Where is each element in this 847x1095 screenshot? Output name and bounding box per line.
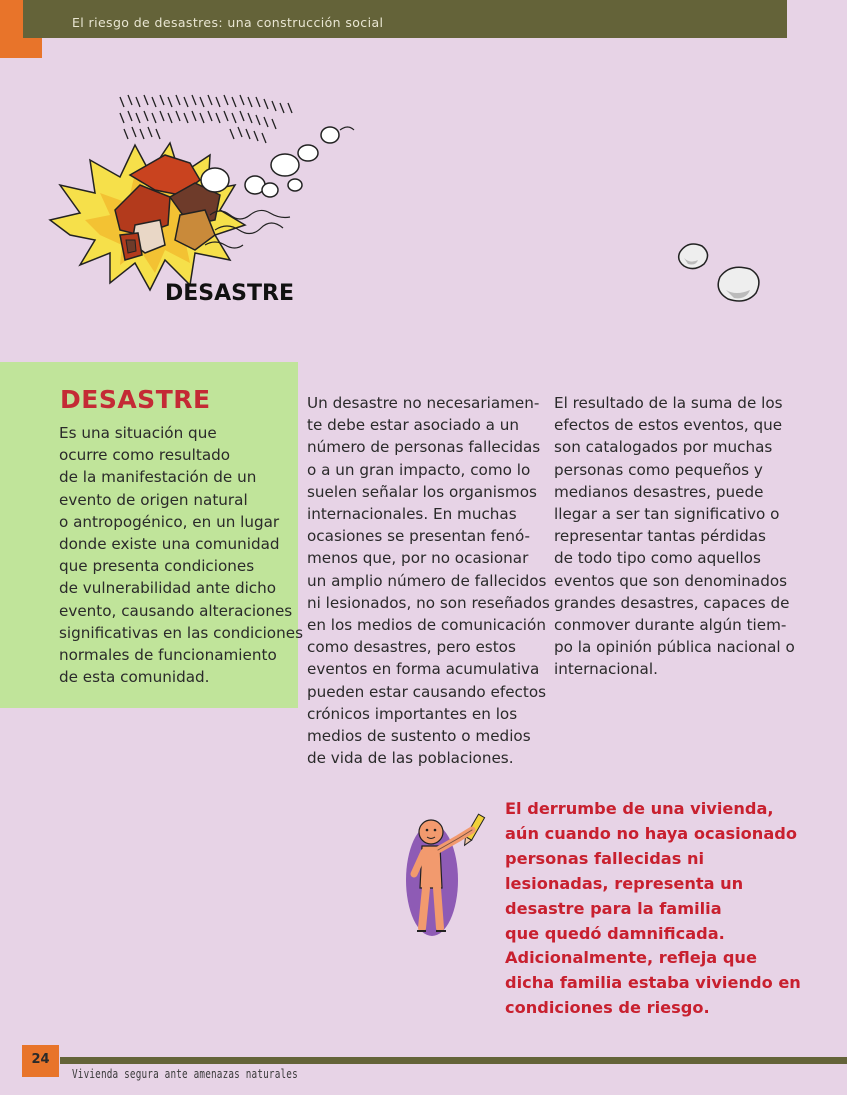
definition-line: de vulnerabilidad ante dicho [59, 579, 277, 598]
callout-line: lesionadas, representa un [505, 873, 744, 893]
column-line: son catalogados por muchas [554, 438, 773, 457]
definition-body [59, 422, 303, 688]
callout-line: El derrumbe de una vivienda, [505, 799, 774, 818]
callout-line: condiciones de riesgo. [505, 998, 710, 1018]
column-line: grandes desastres, capaces de [554, 593, 790, 612]
explosion-landslide-icon [40, 85, 370, 315]
definition-line: evento, causando alteraciones [59, 601, 293, 620]
column-line: número de personas fallecidas [307, 438, 541, 457]
callout-line: personas fallecidas ni [505, 848, 705, 868]
column-line: eventos que son denominados [554, 571, 788, 590]
column-line: suelen señalar los organismos [307, 482, 537, 501]
person-pointing-icon [404, 810, 496, 940]
callout-line: que quedó damnificada. [505, 923, 725, 943]
callout-line: desastre para la familia [505, 898, 722, 918]
definition-title: DESASTRE [60, 385, 211, 414]
definition-line: evento de origen natural [59, 490, 248, 509]
column-line: crónicos importantes en los [307, 704, 518, 723]
definition-line: normales de funcionamiento [59, 646, 277, 665]
column-line: pueden estar causando efectos [307, 682, 547, 701]
column-line: po la opinión pública nacional o [554, 638, 795, 657]
column-line: efectos de estos eventos, que [554, 416, 783, 435]
definition-line: ocurre como resultado [59, 446, 231, 465]
callout-line: dicha familia estaba viviendo en [505, 973, 801, 993]
callout-line: aún cuando no haya ocasionado [505, 823, 797, 843]
column-line: medianos desastres, puede [554, 482, 764, 501]
page-number: 24 [31, 1052, 50, 1067]
column-line: menos que, por no ocasionar [307, 549, 529, 568]
column-line: El resultado de la suma de los [554, 394, 783, 412]
column-line: personas como pequeños y [554, 460, 763, 479]
definition-line: o antropogénico, en un lugar [59, 512, 280, 531]
footer-title: Vivienda segura ante amenazas naturales [72, 1067, 298, 1081]
column-line: o a un gran impacto, como lo [307, 460, 531, 479]
column-line: llegar a ser tan significativo o [554, 505, 780, 524]
rocks-icon [670, 232, 770, 312]
callout-line: Adicionalmente, refleja que [505, 948, 757, 968]
column-line: ni lesionados, no son reseñados [307, 593, 550, 612]
body-column-1 [307, 392, 550, 769]
column-line: Un desastre no necesariamen- [307, 394, 540, 412]
column-line: representar tantas pérdidas [554, 527, 766, 546]
column-line: en los medios de comunicación [307, 616, 546, 635]
column-line: medios de sustento o medios [307, 727, 531, 746]
column-line: ocasiones se presentan fenó- [307, 527, 531, 546]
column-line: internacionales. En muchas [307, 505, 517, 524]
definition-line: significativas en las condiciones [59, 623, 303, 642]
callout-text [505, 797, 805, 1021]
column-line: te debe estar asociado a un [307, 416, 520, 435]
running-header-title: El riesgo de desastres: una construcción social [72, 15, 384, 30]
definition-line: de esta comunidad. [59, 668, 210, 687]
column-line: de vida de las poblaciones. [307, 749, 514, 768]
footer-rule [60, 1057, 847, 1064]
definition-line: Es una situación que [59, 424, 217, 442]
body-column-2 [554, 392, 794, 681]
column-line: como desastres, pero estos [307, 638, 516, 657]
definition-line: donde existe una comunidad [59, 535, 280, 554]
column-line: un amplio número de fallecidos [307, 571, 547, 590]
column-line: internacional. [554, 660, 658, 679]
definition-line: de la manifestación de un [59, 468, 257, 487]
definition-line: que presenta condiciones [59, 557, 255, 576]
column-line: de todo tipo como aquellos [554, 549, 761, 568]
illustration-label: DESASTRE [165, 281, 294, 306]
column-line: conmover durante algún tiem- [554, 616, 787, 635]
column-line: eventos en forma acumulativa [307, 660, 540, 679]
